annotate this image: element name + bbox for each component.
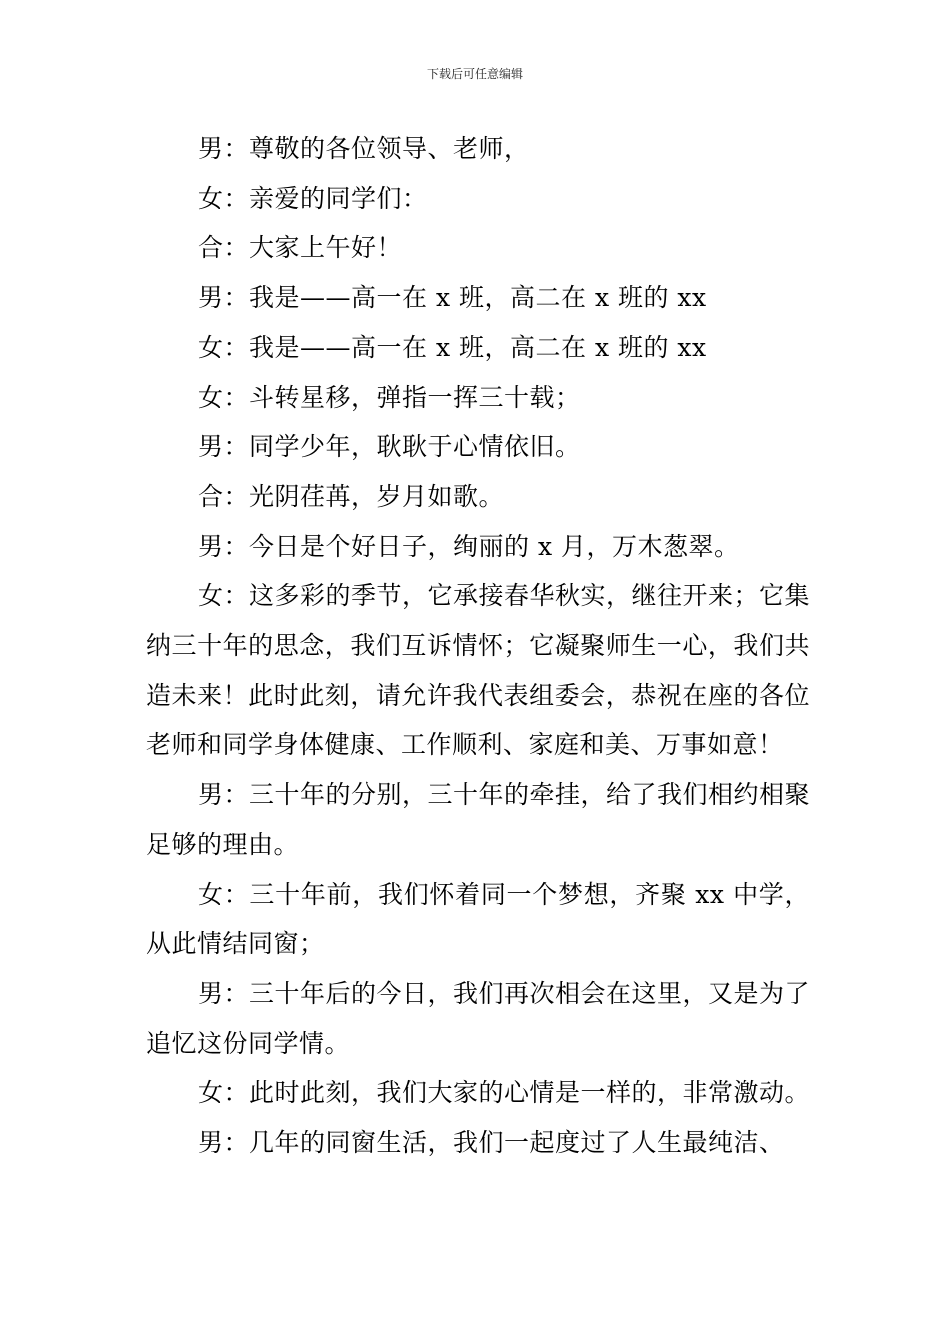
paragraph: 男：今日是个好日子，绚丽的 x 月，万木葱翠。 bbox=[198, 531, 740, 561]
paragraph: 女：此时此刻，我们大家的心情是一样的，非常激动。 bbox=[198, 1078, 811, 1108]
paragraph: 合：光阴荏苒，岁月如歌。 bbox=[198, 481, 505, 511]
paragraph: 合：大家上午好！ bbox=[198, 233, 403, 263]
paragraph: 男：三十年后的今日，我们再次相会在这里，又是为了追忆这份同学情。 bbox=[146, 978, 811, 1058]
paragraph: 男：尊敬的各位领导、老师， bbox=[198, 134, 530, 163]
paragraph: 女：亲爱的同学们： bbox=[198, 183, 428, 213]
paragraph: 男：三十年的分别，三十年的牵挂，给了我们相约相聚足够的理由。 bbox=[146, 780, 811, 859]
page-header: 下载后可任意编辑 bbox=[426, 67, 523, 81]
paragraph: 女：斗转星移，弹指一挥三十载； bbox=[198, 382, 581, 412]
paragraph: 男：我是——高一在 x 班，高二在 x 班的 xx bbox=[198, 283, 707, 313]
paragraph: 男：同学少年，耿耿于心情依旧。 bbox=[198, 432, 581, 462]
paragraph: 女：三十年前，我们怀着同一个梦想，齐聚 xx 中学，从此情结同窗； bbox=[146, 879, 811, 959]
document-body bbox=[146, 124, 810, 1168]
paragraph: 女：这多彩的季节，它承接春华秋实，继往开来；它集纳三十年的思念，我们互诉情怀；它凝聚师生一心，我们共造未来！此时此刻，请允许我代表组委会，恭祝在座的各位老师和同学身体健康、工作顺利、家庭和美、万事如意！ bbox=[146, 581, 811, 760]
paragraph: 女：我是——高一在 x 班，高二在 x 班的 xx bbox=[198, 332, 707, 362]
paragraph: 男：几年的同窗生活，我们一起度过了人生最纯洁、 bbox=[198, 1128, 785, 1158]
